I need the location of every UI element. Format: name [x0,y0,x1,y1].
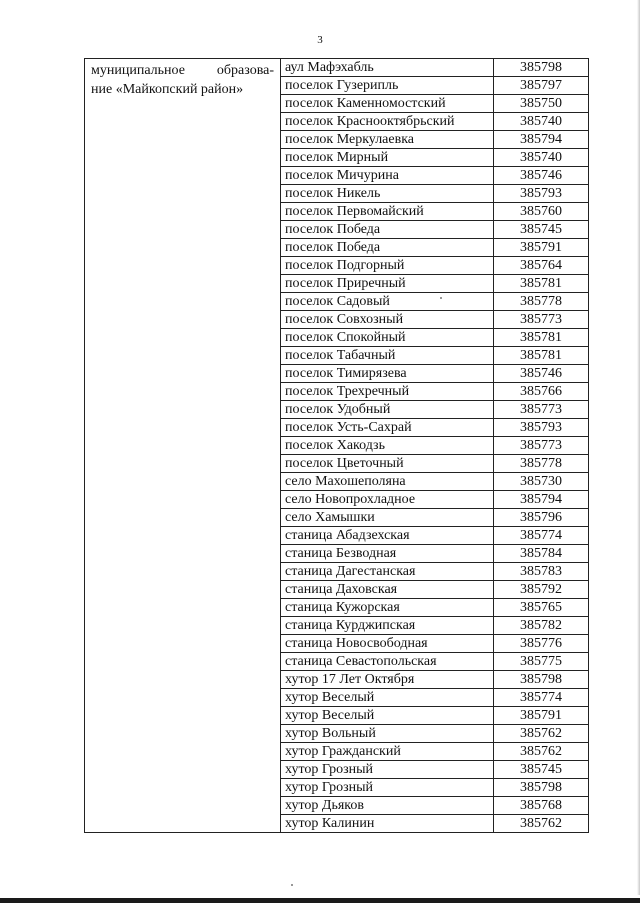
settlement-name: станица Абадзехская [281,527,494,545]
settlement-name: село Хамышки [281,509,494,527]
page-number: 3 [317,34,323,46]
postal-code: 385776 [494,635,589,653]
settlement-name: поселок Мирный [281,149,494,167]
postal-code: 385765 [494,599,589,617]
postal-code: 385740 [494,149,589,167]
postal-code: 385791 [494,707,589,725]
settlement-name: поселок Тимирязева [281,365,494,383]
settlement-name: поселок Победа [281,239,494,257]
settlement-name: поселок Табачный [281,347,494,365]
postal-code: 385746 [494,167,589,185]
postal-code: 385773 [494,311,589,329]
postal-code: 385781 [494,329,589,347]
postal-code: 385783 [494,563,589,581]
postal-code: 385778 [494,293,589,311]
settlement-name: село Махошеполяна [281,473,494,491]
settlement-name: станица Севастопольская [281,653,494,671]
postal-code: 385794 [494,131,589,149]
postal-code: 385750 [494,95,589,113]
settlement-name: поселок Мичурина [281,167,494,185]
postal-code: 385798 [494,671,589,689]
postal-code: 385762 [494,815,589,833]
settlement-name: станица Курджипская [281,617,494,635]
settlement-name: станица Кужорская [281,599,494,617]
postal-code: 385774 [494,689,589,707]
postal-code: 385781 [494,275,589,293]
postal-code: 385778 [494,455,589,473]
settlement-name: поселок Победа [281,221,494,239]
postal-code: 385745 [494,761,589,779]
settlement-name: поселок Трехречный [281,383,494,401]
settlement-name: поселок Приречный [281,275,494,293]
postal-code: 385745 [494,221,589,239]
settlement-name: хутор Грозный [281,761,494,779]
postal-code: 385762 [494,725,589,743]
settlement-name: аул Мафэхабль [281,59,494,77]
postal-code: 385793 [494,419,589,437]
settlement-name: станица Даховская [281,581,494,599]
settlement-name: село Новопрохладное [281,491,494,509]
settlement-name: станица Дагестанская [281,563,494,581]
settlement-name: хутор Веселый [281,707,494,725]
settlement-name: поселок Никель [281,185,494,203]
postal-code: 385782 [494,617,589,635]
settlement-name: хутор Гражданский [281,743,494,761]
settlement-name: поселок Садовый [281,293,494,311]
settlement-name: хутор Калинин [281,815,494,833]
postal-code: 385784 [494,545,589,563]
table-body [85,59,589,833]
settlement-name: поселок Каменномостский [281,95,494,113]
table-row [85,59,589,77]
postal-code: 385760 [494,203,589,221]
postal-code: 385730 [494,473,589,491]
postal-code: 385781 [494,347,589,365]
postal-code: 385791 [494,239,589,257]
settlements-table [84,58,589,833]
scan-speck [291,884,293,886]
postal-code: 385798 [494,779,589,797]
scan-speck [440,297,442,299]
postal-code: 385773 [494,401,589,419]
postal-code: 385764 [494,257,589,275]
postal-code: 385796 [494,509,589,527]
settlement-name: поселок Хакодзь [281,437,494,455]
district-name-line1: муниципальное образова- [91,63,274,78]
postal-code: 385774 [494,527,589,545]
settlement-name: хутор 17 Лет Октября [281,671,494,689]
settlement-name: поселок Цветочный [281,455,494,473]
settlement-name: поселок Спокойный [281,329,494,347]
settlement-name: поселок Совхозный [281,311,494,329]
settlement-name: поселок Подгорный [281,257,494,275]
settlement-name: поселок Удобный [281,401,494,419]
postal-code: 385773 [494,437,589,455]
scan-bottom-bar [0,895,640,905]
postal-code: 385793 [494,185,589,203]
settlement-name: хутор Грозный [281,779,494,797]
postal-code: 385797 [494,77,589,95]
settlement-name: хутор Веселый [281,689,494,707]
settlement-name: станица Новосвободная [281,635,494,653]
settlement-name: станица Безводная [281,545,494,563]
settlement-name: поселок Первомайский [281,203,494,221]
postal-code: 385766 [494,383,589,401]
settlement-name: поселок Краснооктябрьский [281,113,494,131]
postal-code: 385794 [494,491,589,509]
postal-code: 385768 [494,797,589,815]
settlement-name: поселок Гузерипль [281,77,494,95]
postal-code: 385798 [494,59,589,77]
postal-code: 385792 [494,581,589,599]
postal-code: 385775 [494,653,589,671]
postal-code: 385740 [494,113,589,131]
district-name-line2: ние «Майкопский район» [91,82,244,97]
settlement-name: хутор Вольный [281,725,494,743]
settlement-name: хутор Дьяков [281,797,494,815]
settlement-name: поселок Усть-Сахрай [281,419,494,437]
postal-code: 385762 [494,743,589,761]
district-cell [85,59,281,833]
postal-code: 385746 [494,365,589,383]
settlement-name: поселок Меркулаевка [281,131,494,149]
